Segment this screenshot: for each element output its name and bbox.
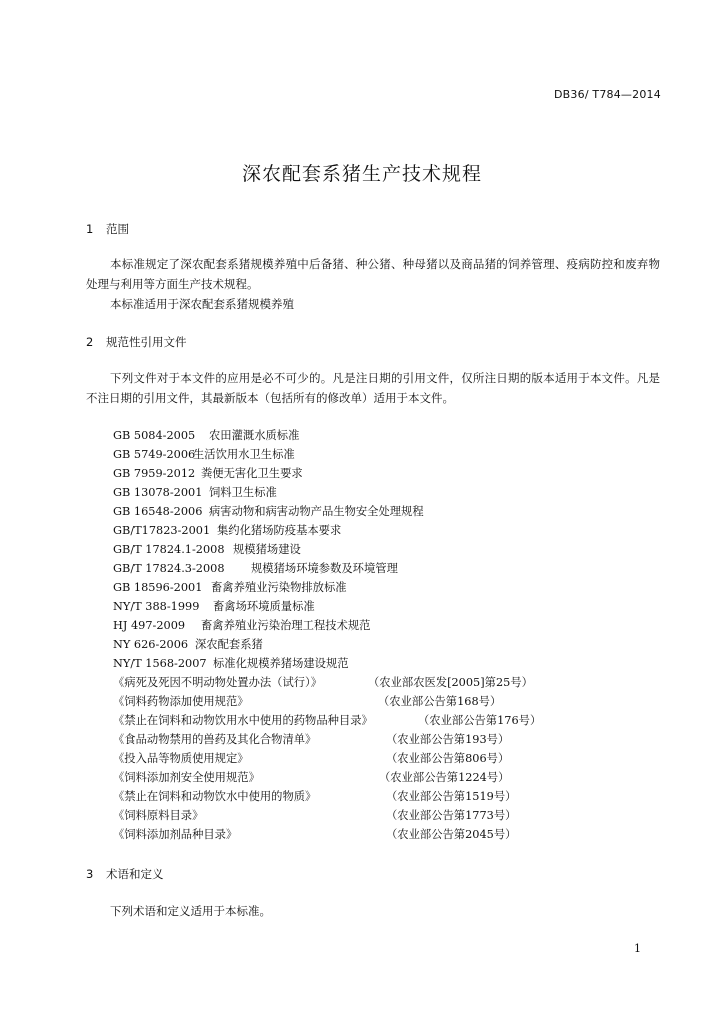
section-title: 术语和定义 [106,867,164,881]
reference-title: 畜禽场环境质量标准 [213,600,315,613]
reference-code: GB/T 17824.1-2008 [113,543,225,556]
reference-code: GB 5084-2005 [113,429,196,442]
reference-code: GB 16548-2006 [113,505,203,518]
reference-item [113,560,398,578]
section-heading-2 [86,334,187,350]
reference-title: 农田灌溉水质标准 [209,429,300,442]
paragraph: 下列文件对于本文件的应用是必不可少的。凡是注日期的引用文件，仅所注日期的版本适用于本文件。凡是不注日期的引用文件，其最新版本（包括所有的修改单）适用于本文件。 [86,371,660,405]
reference-title: 粪便无害化卫生要求 [201,467,303,480]
regulation-reference: （农业部公告第1773号） [386,809,517,822]
reference-title: 集约化猪场防疫基本要求 [217,524,342,537]
reference-title: 标准化规模养猪场建设规范 [213,657,349,670]
reference-item [113,427,299,445]
reference-item [113,484,277,502]
reference-title: 深农配套系猪 [195,638,263,651]
reference-title: 畜禽养殖业污染物排放标准 [211,581,347,594]
section-heading-3 [86,866,164,882]
section-number: 3 [86,867,94,881]
regulation-title: 《饲料原料目录》 [113,809,204,822]
regulation-title: 《投入品等物质使用规定》 [113,752,249,765]
reference-item [113,579,347,597]
reference-item [113,617,370,635]
reference-item [113,522,341,540]
reference-item [113,655,349,673]
paragraph: 本标准适用于深农配套系猪规模养殖 [110,297,294,311]
reference-code: HJ 497-2009 [113,619,186,632]
regulation-reference: （农业部公告第2045号） [386,828,517,841]
regulation-reference: （农业部公告第1519号） [386,790,517,803]
reference-title: 畜禽养殖业污染治理工程技术规范 [201,619,371,632]
regulation-title: 《饲料添加剂品种目录》 [113,828,238,841]
paragraph: 下列术语和定义适用于本标准。 [110,904,271,918]
reference-title: 病害动物和病害动物产品生物安全处理规程 [209,505,424,518]
reference-item [113,465,303,483]
regulation-reference: （农业部公告第193号） [386,733,510,746]
regulation-reference: （农业部公告第168号） [378,695,502,708]
reference-title: 生活饮用水卫生标准 [193,448,295,461]
reference-title: 规模猪场建设 [233,543,301,556]
section-heading-1 [86,221,129,237]
section-title: 规范性引用文件 [106,335,187,349]
reference-code: GB 7959-2012 [113,467,196,480]
section-number: 2 [86,335,94,349]
paragraph: 本标准规定了深农配套系猪规模养殖中后备猪、种公猪、种母猪以及商品猪的饲养管理、疫病防控和废弃物处理与利用等方面生产技术规程。 [86,257,660,291]
regulation-reference: （农业部公告第806号） [386,752,510,765]
regulation-title: 《禁止在饲料和动物饮用水中使用的药物品种目录》 [113,714,373,727]
reference-title: 规模猪场环境参数及环境管理 [251,562,398,575]
reference-code: NY/T 1568-2007 [113,657,207,670]
reference-item [113,503,424,521]
section-number: 1 [86,222,94,236]
reference-item [113,636,263,654]
regulation-title: 《饲料添加剂安全使用规范》 [113,771,260,784]
reference-title: 饲料卫生标准 [209,486,277,499]
page-number: 1 [634,942,641,955]
reference-item [113,598,315,616]
reference-code: NY 626-2006 [113,638,189,651]
regulation-reference: （农业部公告第1224号） [379,771,510,784]
regulation-title: 《禁止在饲料和动物饮水中使用的物质》 [113,790,317,803]
reference-code: NY/T 388-1999 [113,600,200,613]
regulation-reference: （农业部农医发[2005]第25号） [368,676,533,689]
regulation-title: 《饲料药物添加使用规范》 [113,695,249,708]
reference-code: GB 18596-2001 [113,581,203,594]
regulation-reference: （农业部公告第176号） [418,714,542,727]
regulation-title: 《食品动物禁用的兽药及其化合物清单》 [113,733,317,746]
reference-code: GB/T 17824.3-2008 [113,562,225,575]
reference-item [113,541,301,559]
section-title: 范围 [106,222,129,236]
document-title: 深农配套系猪生产技术规程 [241,163,482,185]
regulation-title: 《病死及死因不明动物处置办法（试行）》 [113,676,322,689]
reference-code: GB/T17823-2001 [113,524,211,537]
reference-code: GB 5749-2006 [113,448,196,461]
reference-code: GB 13078-2001 [113,486,203,499]
standard-number: DB36/ T784—2014 [554,88,661,101]
reference-item [113,446,295,464]
